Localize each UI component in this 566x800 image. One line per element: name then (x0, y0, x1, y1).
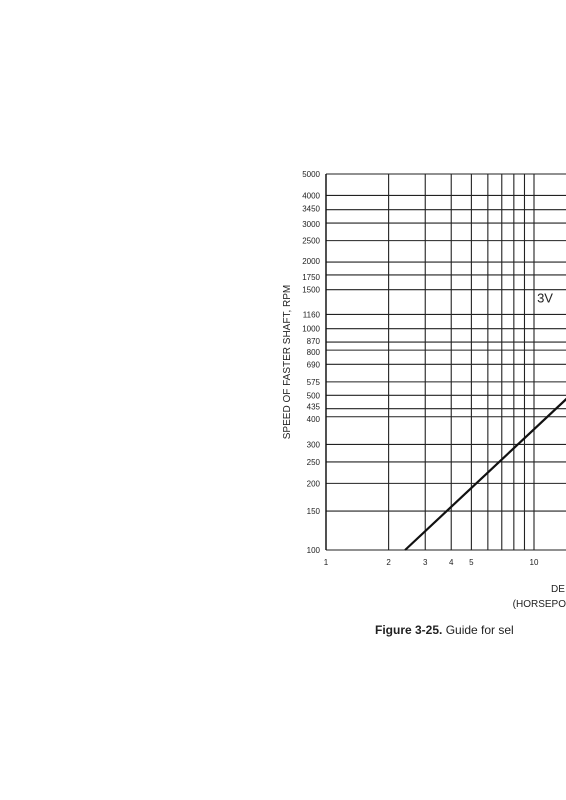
y-tick-label-5000: 5000 (302, 170, 320, 179)
y-tick-label-2000: 2000 (302, 257, 320, 267)
x-tick-label-4: 4 (449, 558, 454, 567)
y-axis-label: SPEED OF FASTER SHAFT, RPM (282, 284, 293, 440)
figure-caption-number: Figure 3-25. (375, 623, 443, 637)
y-tick-label-2500: 2500 (302, 236, 320, 246)
x-tick-label-10: 10 (529, 558, 539, 567)
figure-caption (375, 623, 514, 637)
y-tick-label-3000: 3000 (302, 220, 320, 230)
y-tick-label-575: 575 (306, 377, 320, 387)
y-tick-label-200: 200 (306, 479, 320, 489)
y-tick-label-435: 435 (306, 402, 320, 412)
x-tick-label-1: 1 (323, 558, 329, 567)
y-tick-label-150: 150 (306, 507, 320, 517)
y-tick-label-500: 500 (306, 391, 320, 401)
y-tick-label-100: 100 (306, 546, 320, 555)
y-tick-label-870: 870 (306, 337, 320, 347)
x-tick-label-3: 3 (423, 558, 428, 567)
y-tick-label-250: 250 (306, 457, 320, 467)
x-axis-label-line2: (HORSEPO (512, 599, 566, 610)
y-tick-label-1750: 1750 (302, 272, 320, 282)
line-series (405, 382, 566, 550)
y-tick-label-300: 300 (306, 440, 320, 450)
y-tick-label-1000: 1000 (302, 324, 320, 334)
y-tick-labels (302, 170, 320, 555)
region-label-3v: 3V (537, 290, 553, 306)
y-tick-label-400: 400 (306, 414, 320, 424)
x-axis-label-line1: DE (551, 584, 565, 595)
grid (326, 174, 566, 550)
y-tick-label-1160: 1160 (302, 310, 320, 320)
x-tick-labels (324, 558, 539, 567)
figure-caption-text: Guide for sel (442, 623, 514, 637)
y-tick-label-1500: 1500 (302, 285, 320, 295)
y-tick-label-4000: 4000 (302, 191, 320, 201)
series-line-0 (405, 382, 566, 550)
y-tick-label-800: 800 (306, 348, 320, 358)
x-tick-label-2: 2 (386, 558, 391, 567)
y-tick-label-3450: 3450 (302, 204, 320, 214)
x-tick-label-5: 5 (469, 558, 474, 567)
y-tick-label-690: 690 (306, 360, 320, 370)
